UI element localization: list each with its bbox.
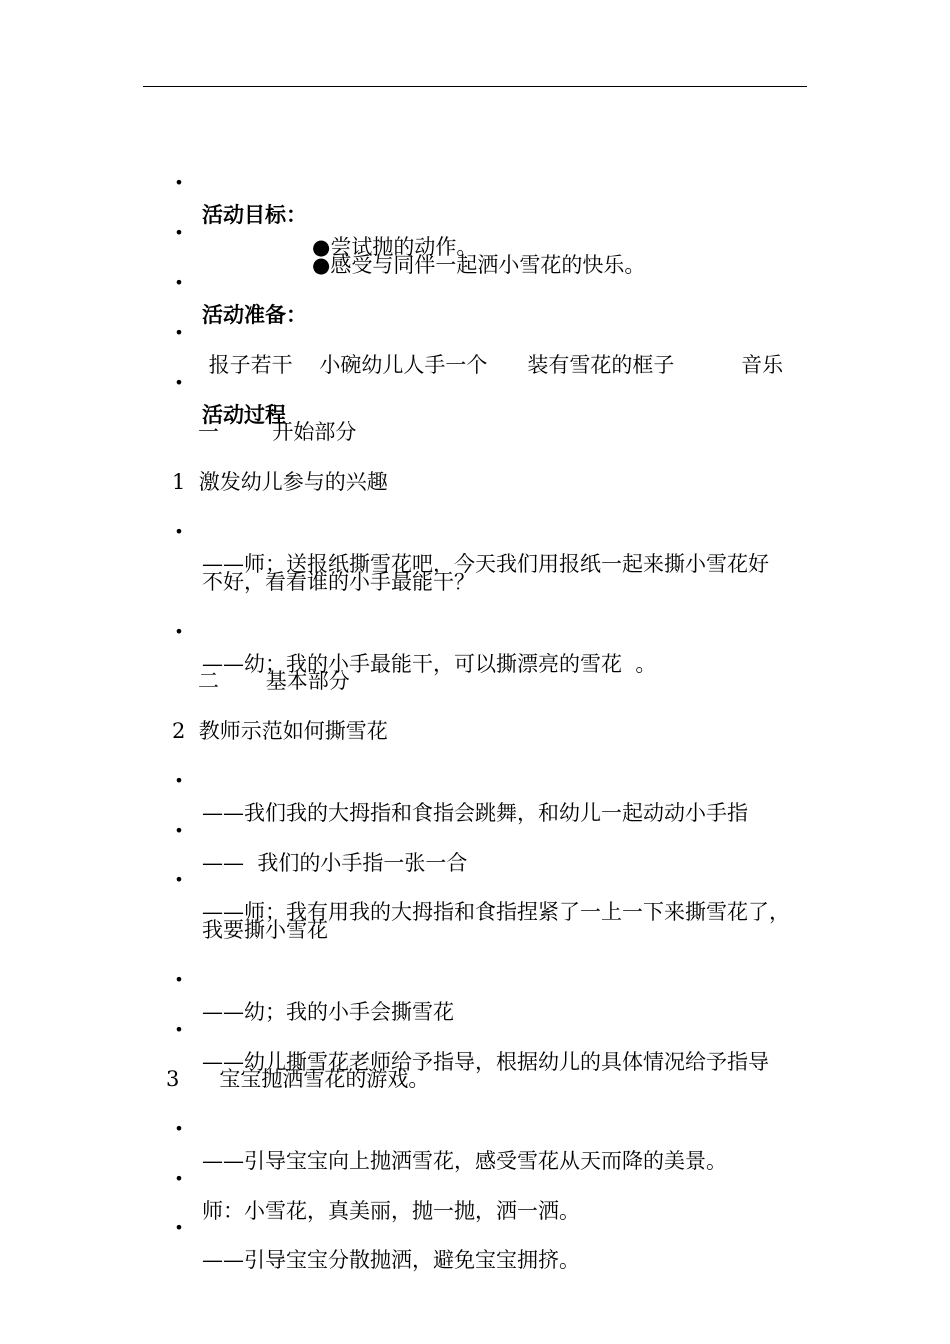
step-heading-1 xyxy=(0,434,950,494)
goal-label: 活动目标： xyxy=(202,202,307,227)
step-heading-3 xyxy=(0,1031,950,1091)
bullet: • xyxy=(174,970,184,989)
list-item-text: —— 我们的小手指一张一合 xyxy=(202,851,468,875)
bullet: • xyxy=(174,1169,184,1188)
bullet: • xyxy=(174,373,184,392)
step-heading-2 xyxy=(0,683,950,743)
list-item xyxy=(0,1081,950,1173)
list-item-continuation xyxy=(0,882,950,942)
list-item-text: ——幼；我的小手最能干，可以撕漂亮的雪花 。 xyxy=(202,652,657,676)
bullet: • xyxy=(174,323,184,342)
bullet: • xyxy=(174,223,184,242)
list-item xyxy=(0,484,950,576)
goal-line xyxy=(0,135,950,259)
prep-line xyxy=(0,235,950,327)
section-heading-text: 二 基本部分 xyxy=(198,669,350,693)
bullet: • xyxy=(174,821,184,840)
list-item xyxy=(0,584,950,676)
step-heading-text: 1 激发幼儿参与的兴趣 xyxy=(172,470,388,494)
bullet: • xyxy=(174,870,184,889)
process-label: 活动过程 xyxy=(202,402,286,427)
prep-items-text: 报子若干 小碗幼儿人手一个 装有雪花的框子 音乐 xyxy=(202,353,784,377)
list-item xyxy=(0,783,950,875)
bullet: • xyxy=(174,173,184,192)
list-item-continuation xyxy=(0,534,950,594)
list-item xyxy=(0,832,950,924)
step-heading-text: 2 教师示范如何撕雪花 xyxy=(172,719,388,743)
bullet: • xyxy=(174,1218,184,1237)
list-item-text: ——师；我有用我的大拇指和食指捏紧了一上一下来撕雪花了， xyxy=(202,900,790,924)
section-heading-1 xyxy=(0,384,950,444)
bullet: • xyxy=(174,622,184,641)
list-item xyxy=(0,733,950,825)
list-item-text: ——师；送报纸撕雪花吧，今天我们用报纸一起来撕小雪花好 xyxy=(202,552,769,576)
prep-items-line xyxy=(0,285,950,377)
header-rule xyxy=(143,86,807,87)
process-line xyxy=(0,335,950,427)
list-item xyxy=(0,1180,950,1272)
section-heading-2 xyxy=(0,633,950,693)
list-item xyxy=(0,1131,950,1223)
list-item-text: ——幼儿撕雪花老师给予指导，根据幼儿的具体情况给予指导 xyxy=(202,1050,769,1074)
list-item-text: ——幼；我的小手会撕雪花 xyxy=(202,1000,454,1024)
list-item-text: 不好，看看谁的小手最能干？ xyxy=(202,570,475,594)
list-item-text: ——引导宝宝分散抛洒，避免宝宝拥挤。 xyxy=(202,1248,580,1272)
bullet: • xyxy=(174,273,184,292)
bullet: • xyxy=(174,1119,184,1138)
bullet: • xyxy=(174,771,184,790)
list-item-text: 我要撕小雪花 xyxy=(202,918,328,942)
list-item-text: 师：小雪花，真美丽，抛一抛，洒一洒。 xyxy=(202,1199,580,1223)
list-item xyxy=(0,932,950,1024)
list-item xyxy=(0,982,950,1074)
prep-label: 活动准备： xyxy=(202,302,307,327)
list-item-text: ——我们我的大拇指和食指会跳舞，和幼儿一起动动小手指 xyxy=(202,801,748,825)
bullet: • xyxy=(174,522,184,541)
list-item-text: ——引导宝宝向上抛洒雪花，感受雪花从天而降的美景。 xyxy=(202,1149,727,1173)
goal-text-1: ●尝试抛的动作。 xyxy=(312,235,478,259)
goal-text-2: ●感受与同伴一起洒小雪花的快乐。 xyxy=(312,253,646,277)
bullet: • xyxy=(174,1020,184,1039)
step-heading-text: 3 宝宝抛洒雪花的游戏。 xyxy=(166,1067,430,1091)
section-heading-text: 一 开始部分 xyxy=(198,420,357,444)
